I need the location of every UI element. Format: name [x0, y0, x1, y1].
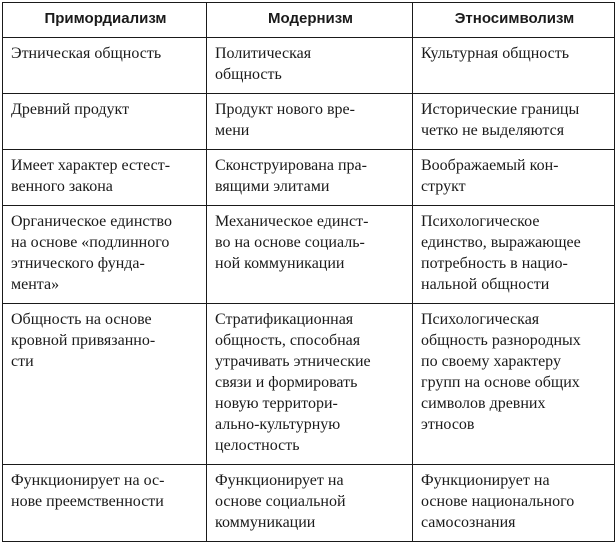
- header-primordialism: Примордиализм: [3, 3, 207, 38]
- table-cell: [413, 38, 615, 94]
- cell-line: потребность в нацио-: [421, 255, 568, 272]
- cell-line: во на основе социаль-: [215, 234, 365, 251]
- cell-line: венного закона: [11, 178, 113, 195]
- cell-line: этносов: [421, 416, 475, 433]
- table-cell: [413, 206, 615, 304]
- table-cell: [413, 304, 615, 465]
- cell-line: четко не выделяются: [421, 122, 565, 139]
- table-cell: [207, 38, 413, 94]
- cell-line: Сконструирована пра-: [215, 157, 367, 174]
- cell-line: самосознания: [421, 514, 516, 531]
- cell-line: Культурная общность: [421, 45, 570, 62]
- cell-line: основе социальной: [215, 493, 346, 510]
- cell-line: связи и формировать: [215, 374, 358, 391]
- cell-line: общность, способная: [215, 332, 361, 349]
- cell-line: Имеет характер естест-: [11, 157, 171, 174]
- cell-line: Стратификационная: [215, 311, 354, 328]
- cell-line: Функционирует на: [421, 472, 550, 489]
- cell-line: структ: [421, 178, 466, 195]
- comparison-table: [2, 2, 615, 542]
- table-row: [3, 304, 615, 465]
- cell-line: символов древних: [421, 395, 546, 412]
- cell-line: целостность: [215, 437, 300, 454]
- table-cell: [3, 150, 207, 206]
- cell-line: сти: [11, 353, 34, 370]
- cell-line: Психологическое: [421, 213, 540, 230]
- cell-line: Психологическая: [421, 311, 540, 328]
- cell-line: коммуникации: [215, 514, 316, 531]
- cell-line: Общность на основе: [11, 311, 152, 328]
- cell-line: мени: [215, 122, 250, 139]
- table-row: [3, 465, 615, 542]
- table-cell: [207, 465, 413, 542]
- cell-line: единство, выражающее: [421, 234, 581, 251]
- cell-line: ально-культурную: [215, 416, 341, 433]
- cell-line: ной коммуникации: [215, 255, 345, 272]
- table-cell: [413, 94, 615, 150]
- cell-line: Функционирует на ос-: [11, 472, 165, 489]
- cell-line: этнического фунда-: [11, 255, 145, 272]
- table-cell: [207, 150, 413, 206]
- table-row: [3, 150, 615, 206]
- cell-line: на основе «подлинного: [11, 234, 170, 251]
- header-row: [3, 3, 615, 38]
- table-cell: [3, 465, 207, 542]
- cell-line: по своему характеру: [421, 353, 561, 370]
- table-row: [3, 94, 615, 150]
- cell-line: основе национального: [421, 493, 575, 510]
- cell-line: утрачивать этнические: [215, 353, 371, 370]
- cell-line: Древний продукт: [11, 101, 130, 118]
- cell-line: общность разнородных: [421, 332, 581, 349]
- cell-line: мента»: [11, 276, 60, 293]
- table-cell: [207, 94, 413, 150]
- cell-line: Органическое единство: [11, 213, 172, 230]
- cell-line: новую территори-: [215, 395, 338, 412]
- table-cell: [413, 465, 615, 542]
- header-ethnosymbolism: Этносимволизм: [413, 3, 615, 38]
- table-cell: [3, 206, 207, 304]
- table-cell: [207, 206, 413, 304]
- cell-line: кровной привязанно-: [11, 332, 156, 349]
- table-cell: [3, 38, 207, 94]
- header-modernism: Модернизм: [207, 3, 413, 38]
- cell-line: Политическая: [215, 45, 312, 62]
- table-cell: [413, 150, 615, 206]
- cell-line: Воображаемый кон-: [421, 157, 559, 174]
- table-cell: [207, 304, 413, 465]
- cell-line: Исторические границы: [421, 101, 580, 118]
- cell-line: нальной общности: [421, 276, 550, 293]
- cell-line: Этническая общность: [11, 45, 162, 62]
- table-row: [3, 206, 615, 304]
- cell-line: Механическое единст-: [215, 213, 369, 230]
- table-row: [3, 38, 615, 94]
- cell-line: вящими элитами: [215, 178, 330, 195]
- cell-line: Функционирует на: [215, 472, 344, 489]
- table-cell: [3, 304, 207, 465]
- cell-line: общность: [215, 66, 282, 83]
- cell-line: групп на основе общих: [421, 374, 580, 391]
- cell-line: нове преемственности: [11, 493, 164, 510]
- table-cell: [3, 94, 207, 150]
- cell-line: Продукт нового вре-: [215, 101, 355, 118]
